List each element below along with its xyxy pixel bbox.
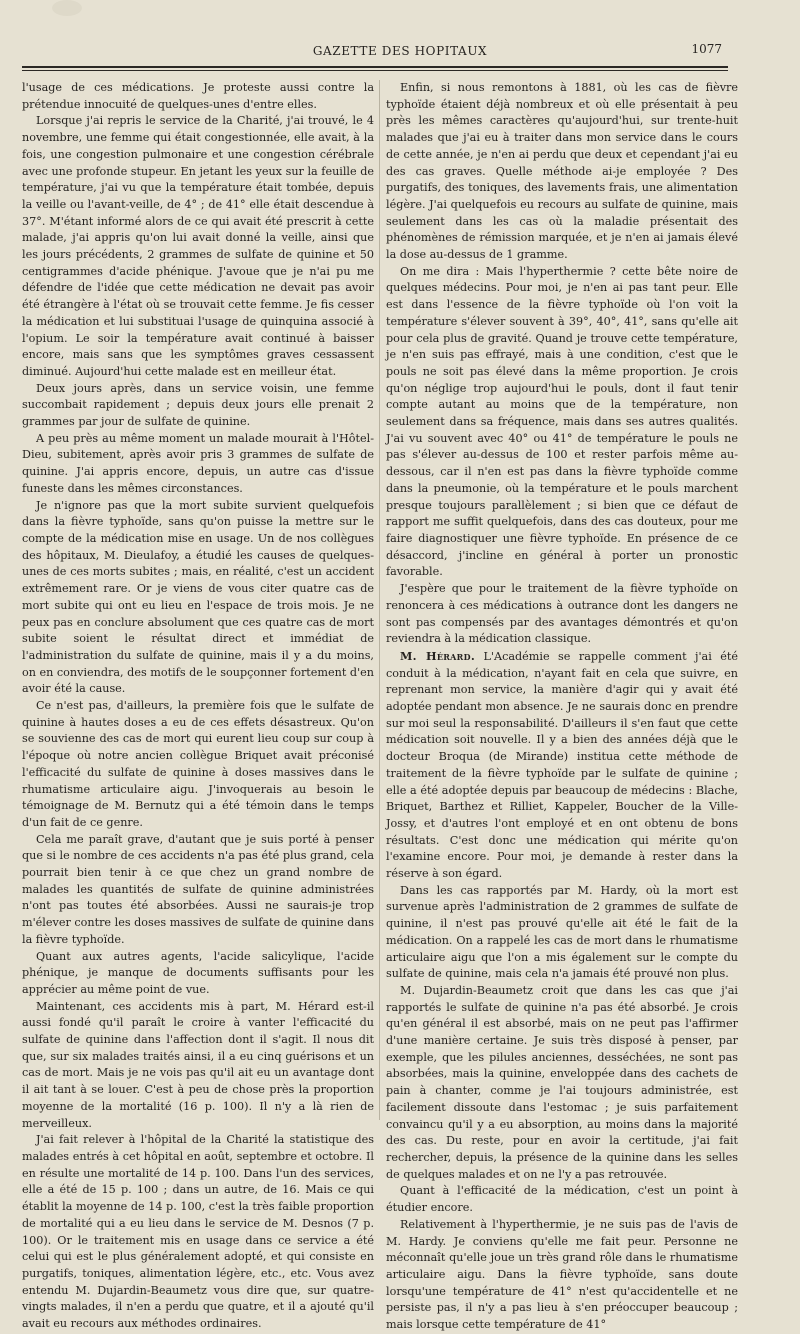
header-rule-thick	[22, 66, 728, 68]
paragraph: Maintenant, ces accidents mis à part, M. Hérard est-il aussi fondé qu'il paraît le croire à vanter l'efficacité du sulfate de quinine dans l'affection dont il s'agit. Il nous dit que, sur six malades traités ainsi, il a eu cinq guérisons et un cas de mort. Mais je ne vois pas qu'il ait eu un avantage dont il ait tant à se louer. C'est à peu de chose près la proportion moyenne de la mortalité (16 p. 100). Il n'y a là rien de merveilleux.	[22, 999, 374, 1130]
paragraph: J'espère que pour le traitement de la fièvre typhoïde on renoncera à ces médications à outrance dont les dangers ne sont pas compensés par des avantages démontrés et qu'on reviendra à la médication classique.	[386, 582, 738, 646]
speaker-paragraph	[386, 648, 738, 883]
right-column	[386, 80, 738, 1332]
paper-stain	[52, 0, 82, 16]
paragraph: l'usage de ces médications. Je proteste aussi contre la prétendue innocuité de quelques-unes d'entre elles.	[22, 81, 374, 111]
paragraph: Lorsque j'ai repris le service de la Charité, j'ai trouvé, le 4 novembre, une femme qui était congestionnée, elle avait, à la fois, une congestion pulmonaire et une congestion cérébrale avec une profonde stupeur. En jetant les yeux sur la feuille de température, j'ai vu que la température était tombée, depuis la veille ou l'avant-veille, de 4° ; de 41° elle était descendue à 37°. M'étant informé alors de ce qui avait été prescrit à cette malade, j'ai appris qu'on lui avait donné la veille, ainsi que les jours précédents, 2 grammes de sulfate de quinine et 50 centigrammes d'acide phénique. J'avoue que je n'ai pu me défendre de l'idée que cette médication ne devait pas avoir été étrangère à l'état où se trouvait cette femme. Je fis cesser la médication et lui substituai l'usage de quinquina associé à l'opium. Le soir la température avait continué à baisser encore, mais sans que les symptômes graves cessassent diminué. Aujourd'hui cette malade est en meilleur état.	[22, 114, 374, 378]
paragraph: On me dira : Mais l'hyperthermie ? cette bête noire de quelques médecins. Pour moi, je n'en ai pas tant peur. Elle est dans l'essence de la fièvre typhoïde où l'on voit la température s'élever souvent à 39°, 40°, 41°, sans qu'elle ait pour cela plus de gravité. Quand je trouve cette température, je n'en suis pas effrayé, mais à une condition, c'est que le pouls ne soit pas élevé dans la même proportion. Je crois qu'on néglige trop aujourd'hui le pouls, dont il faut tenir compte autant au moins que de la température, non seulement dans sa fréquence, mais dans ses autres qualités. J'ai vu souvent avec 40° ou 41° de température le pouls ne pas s'élever au-dessus de 100 et rester parfois même au-dessous, car il n'en est pas dans la fièvre typhoïde comme dans la pneumonie, où la température et le pouls marchent presque toujours parallèlement ; si bien que ce défaut de rapport me suffit quelquefois, dans des cas douteux, pour me faire diagnostiquer une fièvre typhoïde. En présence de ce désaccord, j'incline en général à porter un pronostic favorable.	[386, 264, 738, 579]
header-rule-thin	[22, 70, 728, 71]
paragraph: M. Dujardin-Beaumetz croit que dans les cas que j'ai rapportés le sulfate de quinine n'a pas été absorbé. Je crois qu'en général il est absorbé, mais on ne peut pas l'affirmer d'une manière certaine. Je suis très disposé à penser, par exemple, que les pilules anciennes, desséchées, ne sont pas absorbées, mais la quinine, enveloppée dans des cachets de pain à chanter, comme je l'ai toujours administrée, est facilement dissoute dans l'estomac ; je suis parfaitement convaincu qu'il y a eu absorption, au moins dans la majorité des cas. Du reste, pour en avoir la certitude, j'ai fait rechercher, depuis, la présence de la quinine dans les selles de quelques malades et on ne l'y a pas retrouvée.	[386, 983, 738, 1181]
column-divider	[379, 80, 380, 1120]
page-number: 1077	[691, 42, 722, 56]
paragraph: Quant aux autres agents, l'acide salicylique, l'acide phénique, je manque de documents suffisants pour les apprécier au même point de vue.	[22, 949, 374, 996]
paragraph: Deux jours après, dans un service voisin, une femme succombait rapidement ; depuis deux jours elle prenait 2 grammes par jour de sulfate de quinine.	[22, 381, 374, 429]
paragraph: Je n'ignore pas que la mort subite survient quelquefois dans la fièvre typhoïde, sans qu'on puisse la mettre sur le compte de la médication mise en usage. Un de nos collègues des hôpitaux, M. Dieulafoy, a étudié les causes de quelques-unes de ces morts subites ; mais, en réalité, c'est un accident extrêmement rare. Or je viens de vous citer quatre cas de mort subite qui ont eu lieu en l'espace de trois mois. Je ne peux pas en conclure absolument que ces quatre cas de mort subite soient le résultat direct et immédiat de l'administration du sulfate de quinine, mais il y a du moins, on en conviendra, des motifs de le soupçonner fortement d'en avoir été la cause.	[22, 498, 374, 696]
page-header	[0, 42, 800, 62]
paragraph: A peu près au même moment un malade mourait à l'Hôtel-Dieu, subitement, après avoir pris 3 grammes de sulfate de quinine. J'ai appris encore, depuis, un autre cas d'issue funeste dans les mêmes circonstances.	[22, 431, 374, 495]
paragraph: Relativement à l'hyperthermie, je ne suis pas de l'avis de M. Hardy. Je conviens qu'elle me fait peur. Personne ne méconnaît qu'elle joue un très grand rôle dans le rhumatisme articulaire aigu. Dans la fièvre typhoïde, sans doute lorsqu'une température de 41° n'est qu'accidentelle et ne persiste pas, il n'y a pas lieu à s'en préoccuper beaucoup ; mais lorsque cette température de 41°	[386, 1217, 738, 1332]
paragraph: J'ai fait relever à l'hôpital de la Charité la statistique des malades entrés à cet hôpital en août, septembre et octobre. Il en résulte une mortalité de 14 p. 100. Dans l'un des services, elle a été de 15 p. 100 ; dans un autre, de 16. Mais ce qui établit la moyenne de 14 p. 100, c'est la très faible proportion de mortalité qui a eu lieu dans le service de M. Desnos (7 p. 100). Or le traitement mis en usage dans ce service a été celui qui est le plus généralement adopté, et qui consiste en purgatifs, toniques, alimentation légère, etc., etc. Vous avez entendu M. Dujardin-Beaumetz vous dire que, sur quatre-vingts malades, il n'en a perdu que quatre, et il a ajouté qu'il avait eu recours aux méthodes ordinaires.	[22, 1133, 374, 1331]
paragraph: Ce n'est pas, d'ailleurs, la première fois que le sulfate de quinine à hautes doses a eu de ces effets désastreux. Qu'on se souvienne des cas de mort qui eurent lieu coup sur coup à l'époque où notre ancien collègue Briquet avait préconisé l'efficacité du sulfate de quinine à doses massives dans le rhumatisme articulaire aigu. J'invoquerais au besoin le témoignage de M. Bernutz qui a été témoin dans le temps d'un fait de ce genre.	[22, 699, 374, 829]
speaker-name: M. Hérard.	[400, 648, 476, 663]
paragraph: Quant à l'efficacité de la médication, c'est un point à étudier encore.	[386, 1184, 738, 1215]
left-column	[22, 80, 374, 1331]
running-title: GAZETTE DES HOPITAUX	[312, 44, 488, 58]
paragraph: Cela me paraît grave, d'autant que je suis porté à penser que si le nombre de ces accidents n'a pas été plus grand, cela pourrait bien tenir à ce que chez un grand nombre de malades les quantités de sulfate de quinine administrées n'ont pas toutes été absorbées. Aussi ne saurais-je trop m'élever contre les doses massives de sulfate de quinine dans la fièvre typhoïde.	[22, 832, 374, 946]
paragraph: Dans les cas rapportés par M. Hardy, où la mort est survenue après l'administration de 2 grammes de sulfate de quinine, il n'est pas prouvé qu'elle ait été le fait de la médication. On a rappelé les cas de mort dans le rhumatisme articulaire aigu que l'on a mis également sur le compte du sulfate de quinine, mais cela n'a jamais été prouvé non plus.	[386, 883, 738, 981]
speaker-text: L'Académie se rappelle comment j'ai été conduit à la médication, n'ayant fait en cela que suivre, en reprenant mon service, la manière d'agir qui y avait été adoptée pendant mon absence. Je ne saurais donc en prendre sur moi seul la responsabilité. D'ailleurs il s'en faut que cette médication soit nouvelle. Il y a bien des années déjà que le docteur Broqua (de Mirande) institua cette méthode de traitement de la fièvre typhoïde par le sulfate de quinine ; elle a été adoptée depuis par beaucoup de médecins : Blache, Briquet, Barthez et Rilliet, Kappeler, Boucher de la Ville-Jossy, et d'autres l'ont employé et en ont obtenu de bons résultats. C'est donc une médication qui mérite qu'on l'examine encore. Pour moi, je demande à rester dans la réserve à son égard.	[386, 649, 738, 881]
paragraph: Enfin, si nous remontons à 1881, où les cas de fièvre typhoïde étaient déjà nombreux et où elle présentait à peu près les mêmes caractères qu'aujourd'hui, sur trente-huit malades que j'ai eu à traiter dans mon service dans le cours de cette année, je n'en ai perdu que deux et cependant j'ai eu des cas graves. Quelle méthode ai-je employée ? Des purgatifs, des toniques, des lavements frais, une alimentation légère. J'ai quelquefois eu recours au sulfate de quinine, mais seulement dans les cas où la maladie présentait des phénomènes de rémission marquée, et je n'en ai jamais élevé la dose au-dessus de 1 gramme.	[386, 81, 738, 262]
